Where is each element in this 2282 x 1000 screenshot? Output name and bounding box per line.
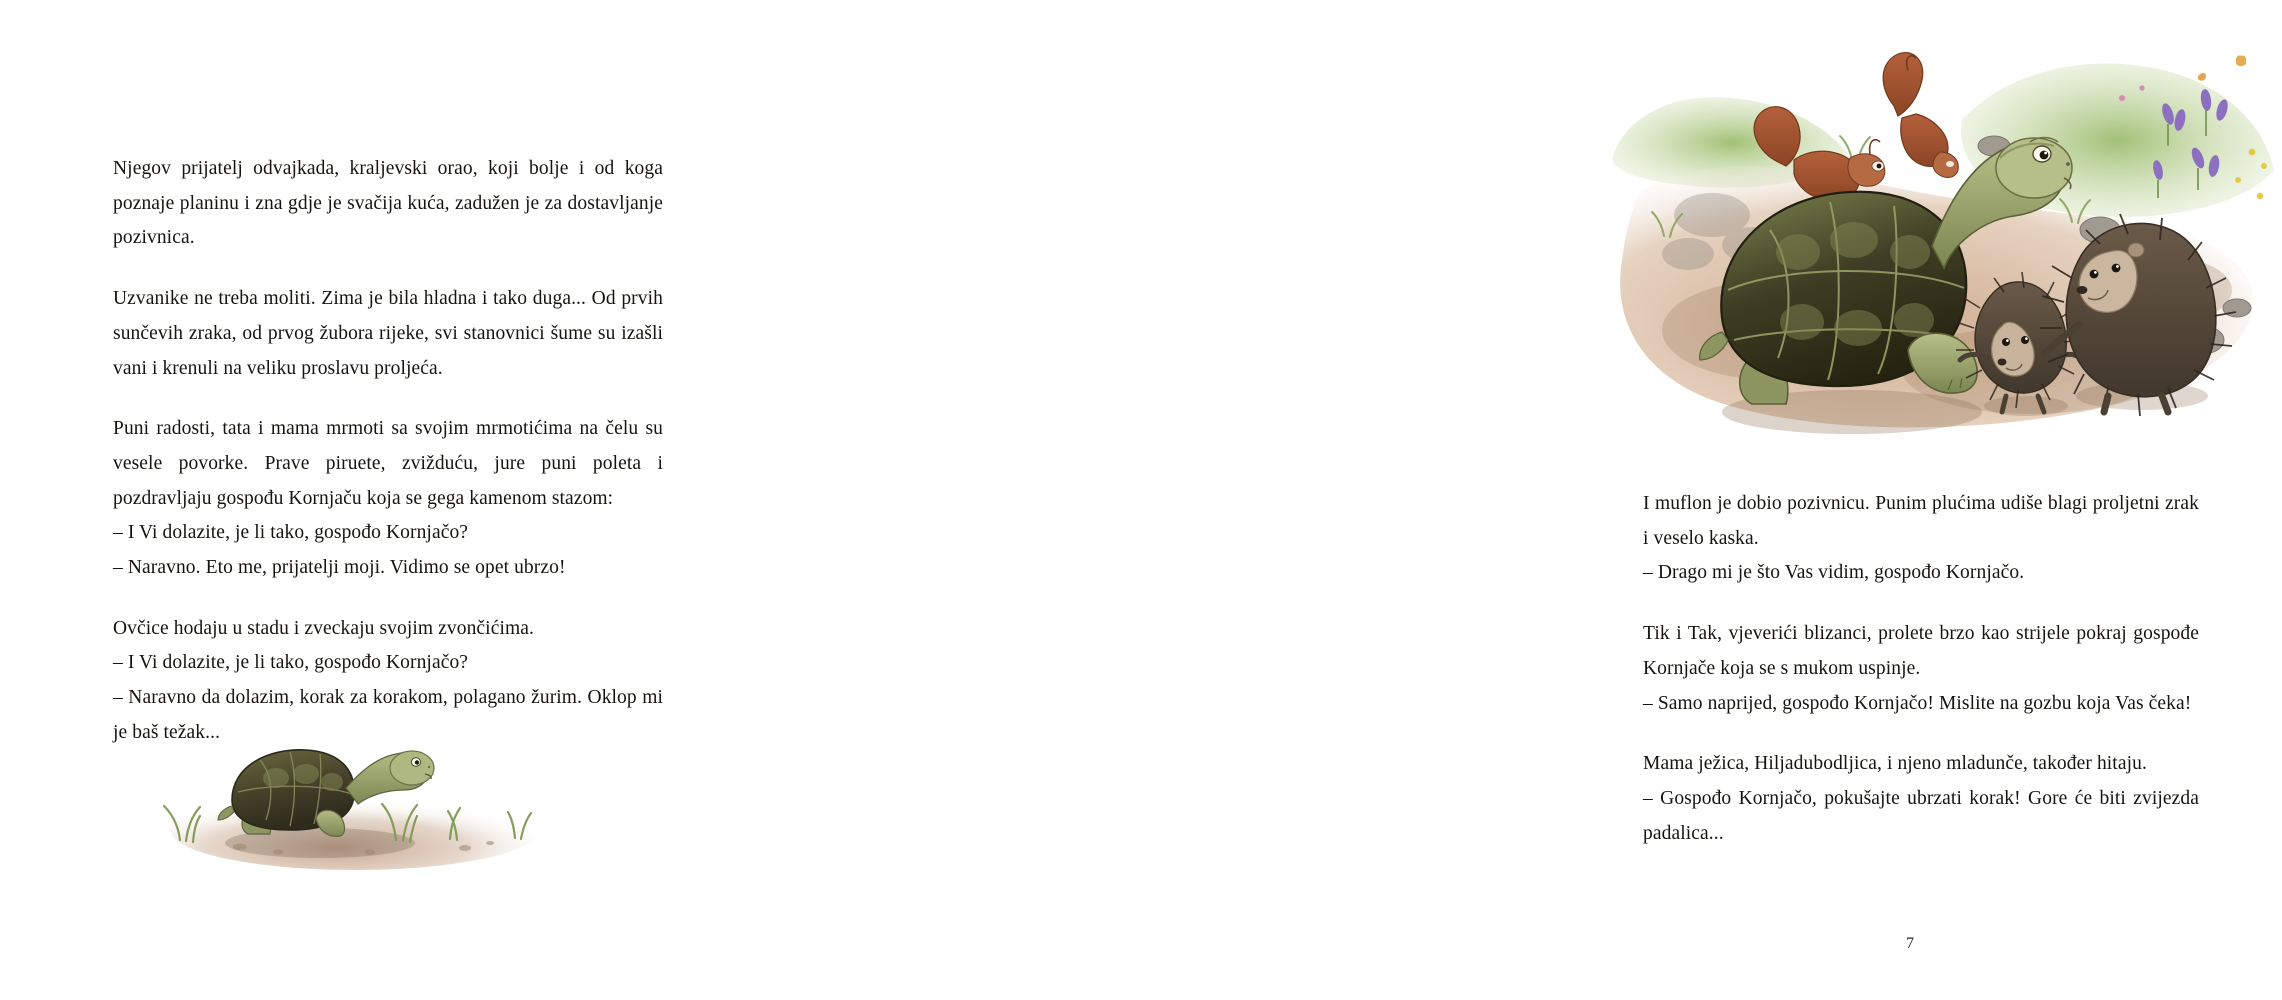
paragraph-1: Njegov prijatelj odvajkada, kraljevski orao, koji bolje i od koga poznaje planinu i zna gdje je svačija kuća, zadužen je za dostavljanje pozivnica. xyxy=(113,158,663,249)
paragraph-3-body: Puni radosti, tata i mama mrmoti sa svojim mrmotićima na čelu su vesele povorke. Prave piruete, zvižduću, jure puni poleta i pozdravljaju gospođu Kornjaču koja se gega kamenom stazom: xyxy=(113,418,663,509)
right-paragraph-2-dialogue-1: – Samo naprijed, gospođo Kornjačo! Mislite na gozbu koja Vas čeka! xyxy=(1643,692,2192,714)
right-paragraph-spacer-1 xyxy=(1643,591,2199,617)
right-paragraph-2-body: Tik i Tak, vjeverići blizanci, prolete brzo kao strijele pokraj gospođe Kornjače koja se s mukom uspinje. xyxy=(1643,623,2199,679)
paragraph-spacer xyxy=(113,586,663,612)
paragraph-3-dialogue-2: – Naravno. Eto me, prijatelji moji. Vidimo se opet ubrzo! xyxy=(113,557,566,579)
left-text-column xyxy=(113,152,663,751)
page-number: 7 xyxy=(1906,935,1914,952)
right-paragraph-1-dialogue-1: – Drago mi je što Vas vidim, gospođo Kornjačo. xyxy=(1643,562,2025,584)
right-paragraph-3-body: Mama ježica, Hiljadubodljica, i njeno mladunče, također hitaju. xyxy=(1643,753,2147,775)
right-text-column xyxy=(1643,487,2199,851)
paragraph-2: Uzvanike ne treba moliti. Zima je bila hladna i tako duga... Od prvih sunčevih zraka, od prvog žubora rijeke, svi stanovnici šume su izašli vani i krenuli na veliku proslavu proljeća. xyxy=(113,288,663,379)
paragraph-4-dialogue-2: – Naravno da dolazim, korak za korakom, polagano žurim. Oklop mi je baš težak... xyxy=(113,687,663,743)
left-page xyxy=(0,0,766,1000)
tortoise-squirrels-hedgehogs-illustration xyxy=(1602,40,2282,470)
paragraph-3-dialogue-1: – I Vi dolazite, je li tako, gospođo Kornjačo? xyxy=(113,522,469,544)
tortoise-walking-illustration xyxy=(120,700,640,880)
right-page xyxy=(766,0,2199,1000)
right-paragraph-1-body: I muflon je dobio pozivnicu. Punim plućima udiše blagi proljetni zrak i veselo kaska. xyxy=(1643,493,2199,549)
squirrel-back xyxy=(1883,53,1958,178)
right-paragraph-spacer-2 xyxy=(1643,721,2199,747)
paragraph-4-body: Ovčice hodaju u stadu i zveckaju svojim zvončićima. xyxy=(113,617,534,639)
paragraph-4-dialogue-1: – I Vi dolazite, je li tako, gospođo Kornjačo? xyxy=(113,652,469,674)
right-paragraph-3-dialogue-1: – Gospođo Kornjačo, pokušajte ubrzati korak! Gore će biti zvijezda padalica... xyxy=(1643,787,2199,844)
